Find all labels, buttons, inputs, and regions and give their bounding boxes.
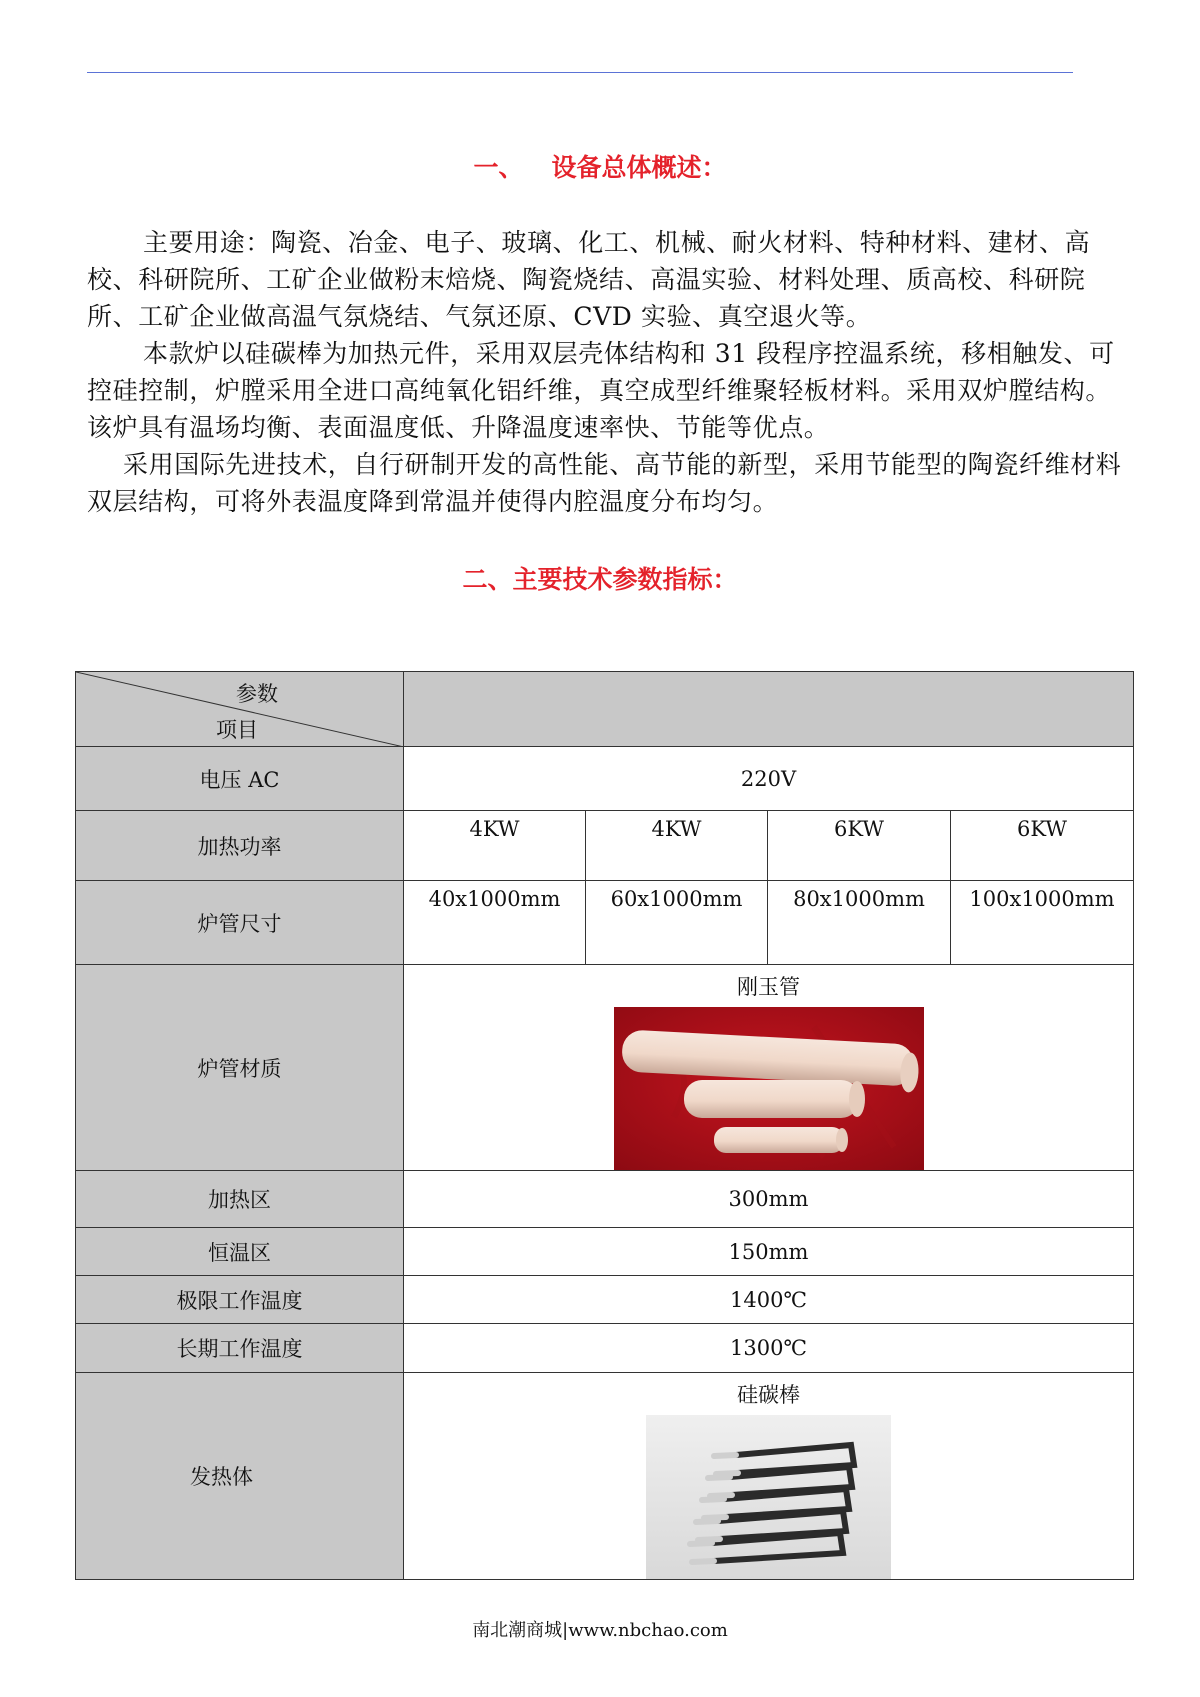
table-row-heater <box>76 1373 1134 1580</box>
voltage-label: 电压 AC <box>76 747 404 811</box>
long-temp-value: 1300℃ <box>404 1324 1134 1373</box>
section-1-title: 设备总体概述： <box>551 153 727 182</box>
header-rule <box>87 72 1073 73</box>
heater-cell <box>404 1373 1134 1580</box>
tube-size-value-2: 60x1000mm <box>586 881 768 965</box>
power-value-4: 6KW <box>951 811 1134 881</box>
tube-material-value: 刚玉管 <box>737 975 800 999</box>
paragraph-usage-text: 主要用途：陶瓷、冶金、电子、玻璃、化工、机械、耐火材料、特种材料、建材、高校、科研院所、工矿企业做粉末焙烧、陶瓷烧结、高温实验、材料处理、质高校、科研院所、工矿企业做高温气氛烧结、气氛还原、CVD 实验、真空退火等。 <box>87 228 1091 331</box>
power-value-2: 4KW <box>586 811 768 881</box>
table-row-long-temp <box>76 1324 1134 1373</box>
header-item-label: 项目 <box>216 718 258 742</box>
max-temp-value: 1400℃ <box>404 1276 1134 1324</box>
table-row-constant-zone <box>76 1228 1134 1276</box>
section-2-heading: 二、主要技术参数指标： <box>462 565 738 594</box>
max-temp-label: 极限工作温度 <box>76 1276 404 1324</box>
table-header-row <box>76 672 1134 747</box>
constant-zone-label: 恒温区 <box>76 1228 404 1276</box>
paragraph-technology-text: 采用国际先进技术，自行研制开发的高性能、高节能的新型，采用节能型的陶瓷纤维材料 双层结构，可将外表温度降到常温并使得内腔温度分布均匀。 <box>87 450 1148 516</box>
tube-size-label: 炉管尺寸 <box>76 881 404 965</box>
paragraph-technology <box>87 446 1148 520</box>
paragraph-structure-text: 本款炉以硅碳棒为加热元件，采用双层壳体结构和 31 段程序控温系统，移相触发、可控硅控制，炉膛采用全进口高纯氧化铝纤维，真空成型纤维聚轻板材料。采用双炉膛结构。该炉具有温场均衡、表面温度低、升降温度速率快、节能等优点。 <box>87 339 1115 442</box>
tube-size-value-1: 40x1000mm <box>404 881 586 965</box>
header-diagonal-cell <box>76 672 404 747</box>
section-1-number: 一、 <box>473 153 524 182</box>
tube-size-value-4: 100x1000mm <box>951 881 1134 965</box>
paragraph-usage <box>87 224 1127 335</box>
table-row-power <box>76 811 1134 881</box>
long-temp-label: 长期工作温度 <box>76 1324 404 1373</box>
table-row-tube-material <box>76 965 1134 1171</box>
header-value-cell <box>404 672 1134 747</box>
table-row-voltage <box>76 747 1134 811</box>
table-row-max-temp <box>76 1276 1134 1324</box>
heater-label <box>76 1373 404 1580</box>
power-value-3: 6KW <box>768 811 951 881</box>
spec-table <box>75 671 1134 1580</box>
heater-value: 硅碳棒 <box>737 1383 800 1407</box>
constant-zone-value: 150mm <box>404 1228 1134 1276</box>
corundum-tube-photo <box>614 1007 924 1170</box>
power-label: 加热功率 <box>76 811 404 881</box>
voltage-value: 220V <box>404 747 1134 811</box>
silicon-carbide-rod-photo <box>646 1415 891 1579</box>
section-1-heading <box>0 148 1200 184</box>
header-param-label: 参数 <box>236 682 278 706</box>
tube-material-label: 炉管材质 <box>76 965 404 1171</box>
heating-zone-label: 加热区 <box>76 1171 404 1228</box>
table-row-heating-zone <box>76 1171 1134 1228</box>
tube-material-cell <box>404 965 1134 1171</box>
table-row-tube-size <box>76 881 1134 965</box>
tube-size-value-3: 80x1000mm <box>768 881 951 965</box>
power-value-1: 4KW <box>404 811 586 881</box>
paragraph-structure <box>87 335 1127 446</box>
heating-zone-value: 300mm <box>404 1171 1134 1228</box>
heater-label-text: 发热体 <box>190 1465 253 1489</box>
footer-site-name: 南北潮商城|www.nbchao.com <box>472 1620 728 1641</box>
